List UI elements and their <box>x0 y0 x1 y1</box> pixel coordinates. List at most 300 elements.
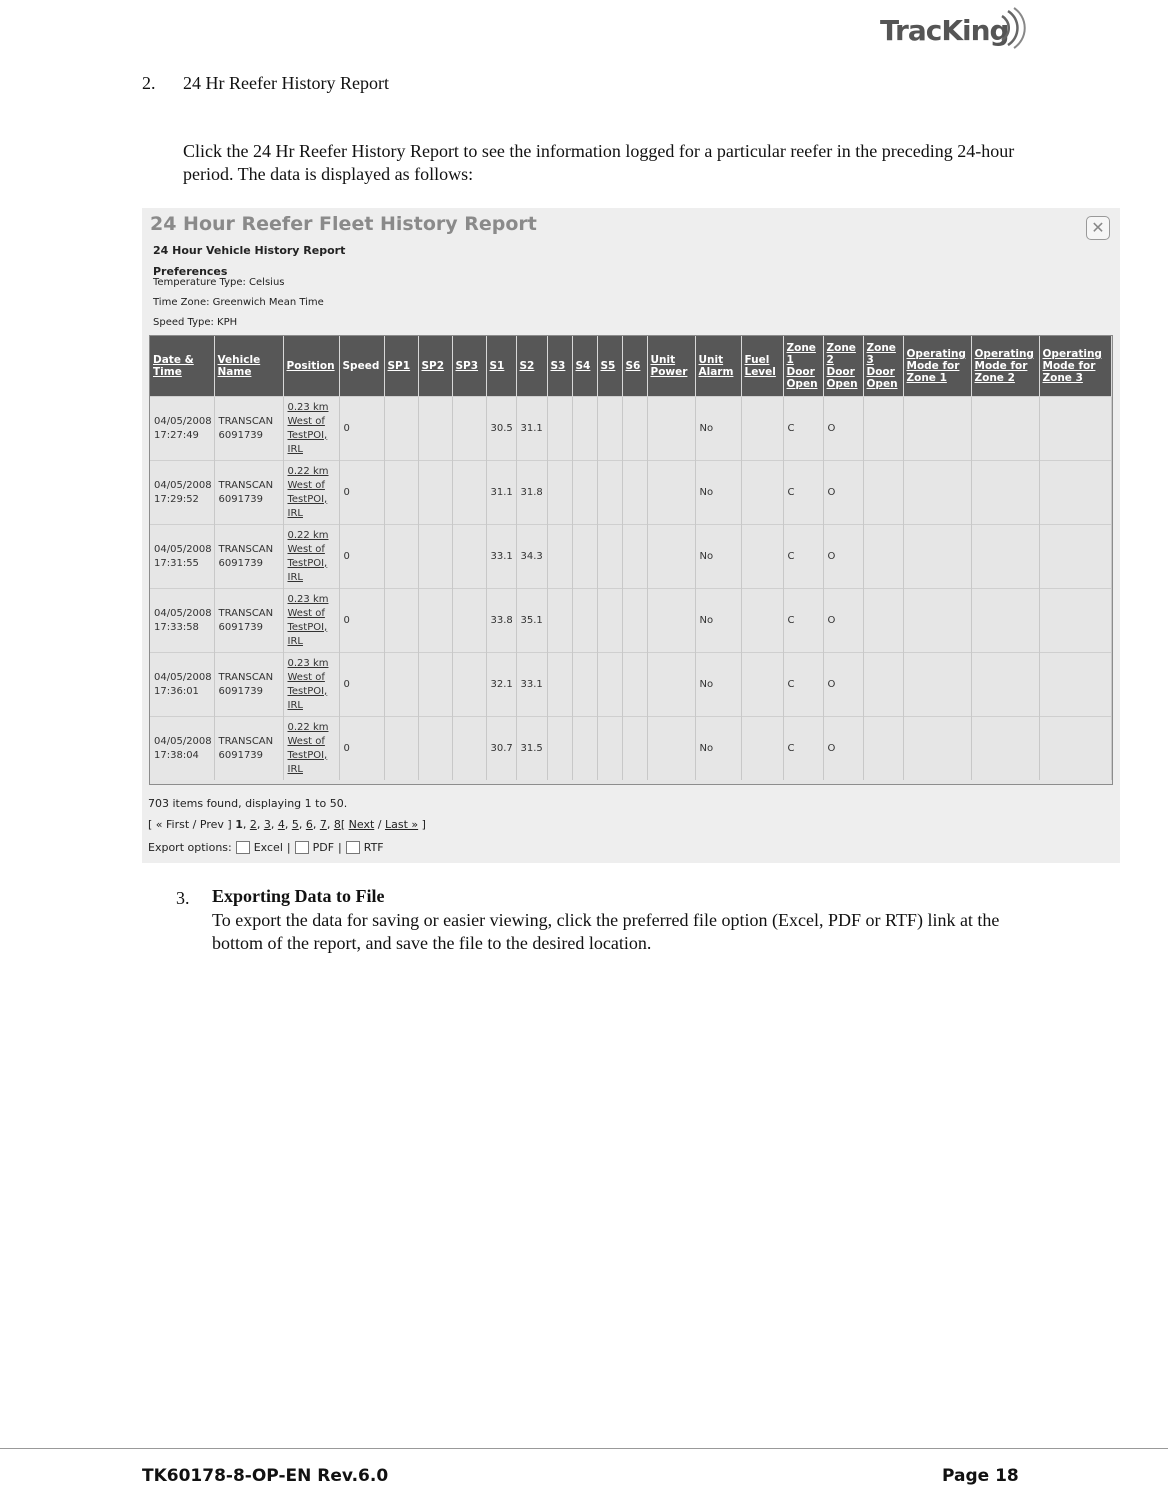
cell-z1 <box>783 525 823 589</box>
cell-z2-text: O <box>827 678 836 690</box>
cell-alarm-text: No <box>699 742 714 754</box>
cell-s2-text: 35.1 <box>520 614 543 626</box>
cell-s1-text: 32.1 <box>490 678 513 690</box>
cell-date-time-text: 17:27:49 <box>154 429 199 441</box>
column-header-label: Unit Power <box>650 354 688 378</box>
cell-power <box>647 397 695 461</box>
cell-sp2 <box>418 653 452 717</box>
cell-om2 <box>971 653 1039 717</box>
cell-sp1 <box>384 525 418 589</box>
cell-date-time-text: 04/05/2008 <box>154 479 212 491</box>
cell-s5 <box>597 525 622 589</box>
cell-alarm <box>695 589 741 653</box>
cell-date-time <box>150 589 214 653</box>
cell-s3 <box>547 717 572 781</box>
cell-om3 <box>1039 717 1112 781</box>
column-header-label: Zone 3 Door Open <box>866 342 898 390</box>
column-header-label: S6 <box>625 360 641 372</box>
column-header[interactable] <box>418 336 452 397</box>
cell-date-time-text: 17:33:58 <box>154 621 199 633</box>
cell-vehicle-name <box>214 717 283 781</box>
cell-speed <box>339 397 384 461</box>
cell-position-link[interactable] <box>283 717 339 781</box>
close-button[interactable]: ✕ <box>1086 216 1110 240</box>
column-header[interactable] <box>971 336 1039 397</box>
cell-z2-text: O <box>827 550 836 562</box>
table-row <box>150 525 1112 589</box>
cell-vehicle-name <box>214 589 283 653</box>
pager-page-link[interactable]: 5 <box>291 818 299 831</box>
pager-bracket: [ <box>148 818 156 831</box>
cell-z1 <box>783 397 823 461</box>
cell-s1 <box>486 461 516 525</box>
cell-position-link-text: West of <box>287 543 325 555</box>
cell-date-time-text: 04/05/2008 <box>154 671 212 683</box>
cell-s4 <box>572 397 597 461</box>
cell-position-link-text: TestPOI, <box>287 493 328 505</box>
cell-position-link-text: TestPOI, <box>287 557 328 569</box>
cell-speed-text: 0 <box>343 742 350 754</box>
cell-alarm <box>695 653 741 717</box>
cell-fuel <box>741 589 783 653</box>
column-header-label: Unit Alarm <box>698 354 734 378</box>
pager-last-link[interactable]: Last » <box>384 818 419 831</box>
pager-page-link[interactable]: 7 <box>319 818 327 831</box>
cell-position-link-text: 0.22 km <box>287 721 329 733</box>
column-header[interactable] <box>622 336 647 397</box>
tracking-logo <box>880 6 1030 50</box>
column-header <box>339 336 384 397</box>
export-options <box>148 841 384 854</box>
cell-position-link-text: 0.23 km <box>287 593 329 605</box>
cell-vehicle-name-text: 6091739 <box>218 557 264 569</box>
cell-position-link-text: TestPOI, <box>287 429 328 441</box>
export-rtf-link[interactable]: RTF <box>363 841 384 854</box>
column-header[interactable] <box>283 336 339 397</box>
cell-s2 <box>516 397 547 461</box>
cell-sp2 <box>418 461 452 525</box>
column-header[interactable] <box>597 336 622 397</box>
column-header[interactable] <box>863 336 903 397</box>
cell-alarm <box>695 525 741 589</box>
column-header-label: Zone 1 Door Open <box>786 342 818 390</box>
cell-date-time-text: 17:38:04 <box>154 749 199 761</box>
pager-page-link[interactable]: 8 <box>333 818 341 831</box>
section-2-paragraph: Click the 24 Hr Reefer History Report to see the information logged for a particular reefer in the preceding 24-hour period. The data is displayed as follows: <box>183 141 1015 184</box>
footer-divider <box>0 1448 1168 1449</box>
cell-s1 <box>486 397 516 461</box>
cell-s2 <box>516 653 547 717</box>
table-row <box>150 717 1112 781</box>
cell-position-link-text: 0.22 km <box>287 529 329 541</box>
pager-bracket: [ <box>340 818 349 831</box>
cell-position-link-text: TestPOI, <box>287 749 328 761</box>
footer-page-number: Page 18 <box>942 1466 1019 1486</box>
column-header-label: Vehicle Name <box>217 354 261 378</box>
cell-z1-text: C <box>787 422 795 434</box>
preferences-heading: Preferences <box>153 265 228 278</box>
cell-z1-text: C <box>787 614 795 626</box>
cell-speed-text: 0 <box>343 614 350 626</box>
column-header[interactable] <box>823 336 863 397</box>
cell-s6 <box>622 525 647 589</box>
rtf-icon[interactable] <box>346 841 360 854</box>
pdf-icon[interactable] <box>295 841 309 854</box>
cell-z3 <box>863 397 903 461</box>
cell-z2-text: O <box>827 422 836 434</box>
section-3-number: 3. <box>176 888 190 908</box>
cell-s2-text: 31.1 <box>520 422 543 434</box>
cell-power <box>647 589 695 653</box>
table-row <box>150 653 1112 717</box>
cell-alarm-text: No <box>699 550 714 562</box>
cell-s1-text: 33.8 <box>490 614 513 626</box>
cell-sp3 <box>452 461 486 525</box>
pager-bracket: ] <box>418 818 426 831</box>
pager-page-link[interactable]: 6 <box>305 818 313 831</box>
cell-speed <box>339 525 384 589</box>
pager-page-link[interactable]: 3 <box>263 818 271 831</box>
cell-alarm-text: No <box>699 678 714 690</box>
cell-position-link-text: TestPOI, <box>287 621 328 633</box>
cell-vehicle-name-text: TRANSCAN <box>218 543 274 555</box>
cell-om3 <box>1039 461 1112 525</box>
cell-z3 <box>863 589 903 653</box>
footer-doc-id: TK60178-8-OP-EN Rev.6.0 <box>142 1466 389 1486</box>
cell-z3 <box>863 525 903 589</box>
cell-s4 <box>572 653 597 717</box>
pager-page-link[interactable]: 2 <box>249 818 257 831</box>
pref-timezone: Time Zone: Greenwich Mean Time <box>153 297 324 308</box>
cell-alarm-text: No <box>699 486 714 498</box>
cell-z1-text: C <box>787 678 795 690</box>
pager-sep: / <box>189 818 200 831</box>
cell-power <box>647 525 695 589</box>
cell-z2 <box>823 589 863 653</box>
cell-om1 <box>903 653 971 717</box>
cell-z1 <box>783 589 823 653</box>
cell-s4 <box>572 525 597 589</box>
cell-s1-text: 30.5 <box>490 422 513 434</box>
cell-date-time-text: 17:31:55 <box>154 557 199 569</box>
cell-alarm-text: No <box>699 614 714 626</box>
cell-sp3 <box>452 653 486 717</box>
column-header-label: Speed <box>342 360 380 372</box>
cell-om2 <box>971 397 1039 461</box>
cell-fuel <box>741 397 783 461</box>
cell-s3 <box>547 653 572 717</box>
cell-vehicle-name <box>214 525 283 589</box>
pref-speed: Speed Type: KPH <box>153 317 238 328</box>
cell-s6 <box>622 397 647 461</box>
cell-date-time-text: 17:36:01 <box>154 685 199 697</box>
cell-s5 <box>597 717 622 781</box>
cell-sp2 <box>418 589 452 653</box>
cell-s1 <box>486 717 516 781</box>
cell-vehicle-name-text: TRANSCAN <box>218 479 274 491</box>
cell-z2 <box>823 397 863 461</box>
column-header-label: Operating Mode for Zone 1 <box>906 348 966 384</box>
pager-current-page: 1 <box>235 818 243 831</box>
cell-s5 <box>597 461 622 525</box>
cell-om3 <box>1039 589 1112 653</box>
column-header-label: S5 <box>600 360 616 372</box>
cell-date-time-text: 17:29:52 <box>154 493 199 505</box>
cell-sp2 <box>418 525 452 589</box>
column-header[interactable] <box>516 336 547 397</box>
cell-s6 <box>622 461 647 525</box>
cell-z1-text: C <box>787 742 795 754</box>
cell-om3 <box>1039 397 1112 461</box>
cell-position-link-text: West of <box>287 671 325 683</box>
cell-om1 <box>903 461 971 525</box>
section-2-number: 2. <box>142 73 156 93</box>
cell-sp3 <box>452 397 486 461</box>
table-row <box>150 461 1112 525</box>
table-row <box>150 397 1112 461</box>
cell-fuel <box>741 525 783 589</box>
column-header-label: Date & Time <box>153 354 194 378</box>
column-header[interactable] <box>214 336 283 397</box>
pagination <box>148 818 426 831</box>
cell-date-time <box>150 525 214 589</box>
cell-vehicle-name-text: TRANSCAN <box>218 607 274 619</box>
pager-next-link[interactable]: Next <box>348 818 375 831</box>
cell-vehicle-name <box>214 653 283 717</box>
column-header[interactable] <box>903 336 971 397</box>
excel-icon[interactable] <box>236 841 250 854</box>
column-header-label: SP1 <box>387 360 411 372</box>
section-2-title: 24 Hr Reefer History Report <box>183 73 389 93</box>
cell-om3 <box>1039 525 1112 589</box>
pref-temperature: Temperature Type: Celsius <box>153 277 285 288</box>
column-header-label: Zone 2 Door Open <box>826 342 858 390</box>
column-header[interactable] <box>452 336 486 397</box>
cell-sp3 <box>452 525 486 589</box>
cell-s4 <box>572 589 597 653</box>
column-header-label: Operating Mode for Zone 3 <box>1042 348 1102 384</box>
cell-sp1 <box>384 461 418 525</box>
cell-om3 <box>1039 653 1112 717</box>
cell-position-link-text: West of <box>287 735 325 747</box>
column-header[interactable] <box>741 336 783 397</box>
cell-speed <box>339 461 384 525</box>
column-header[interactable] <box>150 336 214 397</box>
cell-s6 <box>622 717 647 781</box>
cell-vehicle-name <box>214 461 283 525</box>
cell-alarm <box>695 461 741 525</box>
cell-z1 <box>783 653 823 717</box>
cell-sp3 <box>452 589 486 653</box>
cell-s1-text: 30.7 <box>490 742 513 754</box>
cell-om1 <box>903 589 971 653</box>
cell-sp2 <box>418 717 452 781</box>
cell-s3 <box>547 397 572 461</box>
cell-z1 <box>783 717 823 781</box>
cell-z2 <box>823 461 863 525</box>
cell-power <box>647 461 695 525</box>
cell-position-link[interactable] <box>283 653 339 717</box>
report-table <box>150 336 1112 780</box>
cell-s3 <box>547 461 572 525</box>
cell-z3 <box>863 461 903 525</box>
cell-date-time <box>150 653 214 717</box>
cell-s3 <box>547 589 572 653</box>
cell-vehicle-name-text: TRANSCAN <box>218 671 274 683</box>
cell-sp3 <box>452 717 486 781</box>
report-title: 24 Hour Reefer Fleet History Report <box>150 213 537 235</box>
export-pdf-link[interactable]: PDF <box>312 841 335 854</box>
cell-position-link-text: IRL <box>287 443 303 455</box>
pager-prev-link[interactable]: Prev <box>199 818 224 831</box>
cell-position-link-text: IRL <box>287 507 303 519</box>
cell-position-link-text: 0.23 km <box>287 401 329 413</box>
cell-om2 <box>971 525 1039 589</box>
cell-s1-text: 31.1 <box>490 486 513 498</box>
column-header[interactable] <box>695 336 741 397</box>
cell-s1 <box>486 653 516 717</box>
cell-z3 <box>863 653 903 717</box>
cell-z1 <box>783 461 823 525</box>
cell-position-link[interactable] <box>283 589 339 653</box>
cell-s5 <box>597 589 622 653</box>
section-3-title: Exporting Data to File <box>212 886 385 906</box>
report-screenshot <box>142 208 1120 863</box>
cell-date-time-text: 04/05/2008 <box>154 415 212 427</box>
cell-s6 <box>622 653 647 717</box>
cell-s6 <box>622 589 647 653</box>
cell-date-time <box>150 397 214 461</box>
cell-s4 <box>572 717 597 781</box>
cell-date-time <box>150 461 214 525</box>
cell-sp1 <box>384 717 418 781</box>
column-header[interactable] <box>486 336 516 397</box>
cell-vehicle-name-text: 6091739 <box>218 621 264 633</box>
cell-sp1 <box>384 653 418 717</box>
column-header-label: Position <box>286 360 335 372</box>
column-header-label: Operating Mode for Zone 2 <box>974 348 1034 384</box>
cell-om1 <box>903 525 971 589</box>
cell-speed-text: 0 <box>343 678 350 690</box>
cell-om1 <box>903 397 971 461</box>
cell-s5 <box>597 653 622 717</box>
pager-page-links: , 2, 3, 4, 5, 6, 7, 8 <box>242 818 341 831</box>
cell-vehicle-name-text: 6091739 <box>218 493 264 505</box>
signal-arcs-icon <box>998 6 1028 50</box>
cell-alarm <box>695 717 741 781</box>
cell-s3 <box>547 525 572 589</box>
cell-z2-text: O <box>827 742 836 754</box>
column-header-label: S1 <box>489 360 505 372</box>
cell-speed <box>339 717 384 781</box>
cell-power <box>647 653 695 717</box>
cell-om2 <box>971 461 1039 525</box>
column-header-label: S2 <box>519 360 535 372</box>
logo-text: TracKing <box>880 14 1009 47</box>
cell-vehicle-name <box>214 397 283 461</box>
pager-page-link[interactable]: 4 <box>277 818 285 831</box>
cell-alarm <box>695 397 741 461</box>
cell-position-link-text: TestPOI, <box>287 685 328 697</box>
cell-z2 <box>823 525 863 589</box>
cell-z1-text: C <box>787 486 795 498</box>
table-header-row <box>150 336 1112 397</box>
column-header[interactable] <box>547 336 572 397</box>
cell-fuel <box>741 461 783 525</box>
column-header-label: S4 <box>575 360 591 372</box>
cell-date-time-text: 04/05/2008 <box>154 607 212 619</box>
pager-bracket: ] <box>223 818 236 831</box>
column-header-label: Fuel Level <box>744 354 776 378</box>
cell-om1 <box>903 717 971 781</box>
cell-s2-text: 31.8 <box>520 486 543 498</box>
cell-position-link-text: 0.22 km <box>287 465 329 477</box>
cell-s1 <box>486 589 516 653</box>
cell-s2-text: 33.1 <box>520 678 543 690</box>
cell-position-link[interactable] <box>283 397 339 461</box>
report-subtitle: 24 Hour Vehicle History Report <box>153 244 346 257</box>
cell-fuel <box>741 717 783 781</box>
column-header-label: S3 <box>550 360 566 372</box>
cell-sp2 <box>418 397 452 461</box>
column-header[interactable] <box>783 336 823 397</box>
cell-speed-text: 0 <box>343 486 350 498</box>
cell-vehicle-name-text: TRANSCAN <box>218 735 274 747</box>
pager-first-link[interactable]: « First <box>155 818 190 831</box>
table-body <box>150 397 1112 781</box>
cell-z2 <box>823 717 863 781</box>
cell-vehicle-name-text: 6091739 <box>218 685 264 697</box>
cell-s4 <box>572 461 597 525</box>
cell-position-link-text: IRL <box>287 635 303 647</box>
cell-position-link-text: 0.23 km <box>287 657 329 669</box>
cell-position-link[interactable] <box>283 525 339 589</box>
cell-z3 <box>863 717 903 781</box>
cell-sp1 <box>384 589 418 653</box>
cell-speed <box>339 653 384 717</box>
column-header[interactable] <box>384 336 418 397</box>
export-divider: | <box>286 841 291 854</box>
items-found-text: 703 items found, displaying 1 to 50. <box>148 797 348 810</box>
cell-sp1 <box>384 397 418 461</box>
cell-position-link-text: West of <box>287 479 325 491</box>
column-header-label: SP2 <box>421 360 445 372</box>
cell-date-time-text: 04/05/2008 <box>154 735 212 747</box>
cell-s5 <box>597 397 622 461</box>
cell-speed-text: 0 <box>343 422 350 434</box>
export-excel-link[interactable]: Excel <box>253 841 283 854</box>
column-header[interactable] <box>1039 336 1112 397</box>
cell-z2-text: O <box>827 486 836 498</box>
cell-z1-text: C <box>787 550 795 562</box>
cell-position-link-text: IRL <box>287 763 303 775</box>
cell-position-link[interactable] <box>283 461 339 525</box>
cell-speed-text: 0 <box>343 550 350 562</box>
cell-alarm-text: No <box>699 422 714 434</box>
section-3-body: To export the data for saving or easier viewing, click the preferred file option (Excel, PDF or RTF) link at the bottom of the report, and save the file to the desired location. <box>212 910 1000 953</box>
cell-z2 <box>823 653 863 717</box>
cell-om2 <box>971 717 1039 781</box>
column-header[interactable] <box>647 336 695 397</box>
cell-s1-text: 33.1 <box>490 550 513 562</box>
cell-vehicle-name-text: 6091739 <box>218 749 264 761</box>
column-header[interactable] <box>572 336 597 397</box>
cell-s2 <box>516 717 547 781</box>
cell-s2 <box>516 589 547 653</box>
cell-position-link-text: IRL <box>287 699 303 711</box>
cell-vehicle-name-text: 6091739 <box>218 429 264 441</box>
export-label: Export options: <box>148 841 232 854</box>
